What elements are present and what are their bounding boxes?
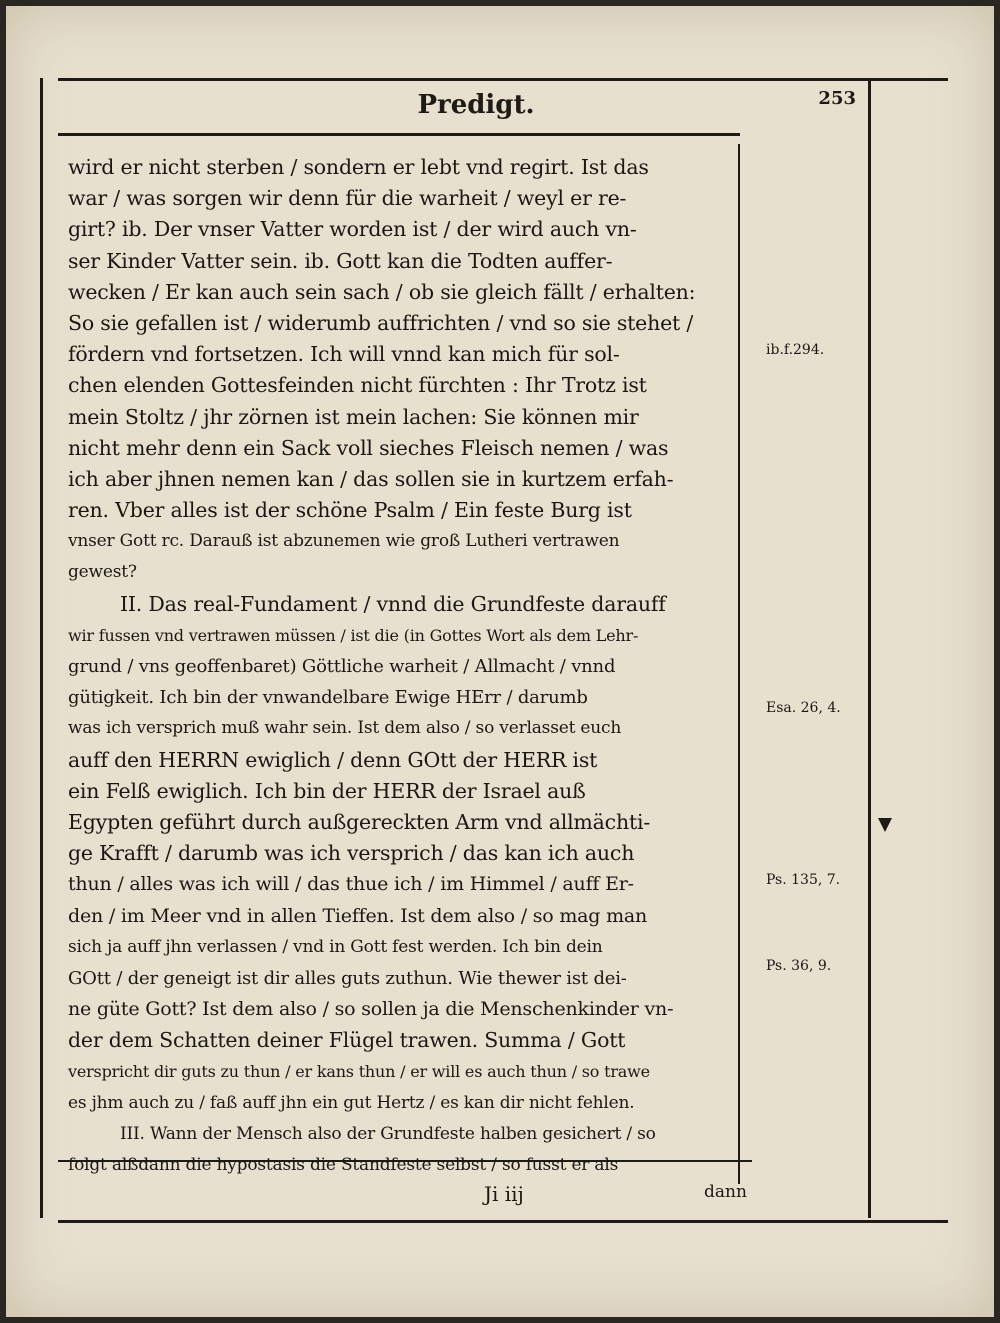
text-line: ser Kinder Vatter sein. ib. Gott kan die Todten auffer- <box>68 248 613 273</box>
text-line: auff den HERRN ewiglich / denn GOtt der HERR ist <box>68 747 598 772</box>
text-line: thun / alles was ich will / das thue ich / im Himmel / auff Er- <box>68 873 634 896</box>
right-rule <box>868 78 871 1218</box>
text-line: nicht mehr denn ein Sack voll sieches Fleisch nemen / was <box>68 435 669 460</box>
section-heading-line: II. Das real-Fundament / vnnd die Grundfeste darauff <box>120 591 666 616</box>
section-heading-line: III. Wann der Mensch also der Grundfeste halben gesichert / so <box>120 1123 656 1144</box>
text-line: gewest? <box>68 562 137 583</box>
header-rule <box>58 133 740 136</box>
text-line: girt? ib. Der vnser Vatter worden ist / der wird auch vn- <box>68 217 637 242</box>
text-line: ne güte Gott? Ist dem also / so sollen ja die Menschenkinder vn- <box>68 998 674 1021</box>
text-line: wecken / Er kan auch sein sach / ob sie gleich fällt / erhalten: <box>68 279 696 304</box>
text-line: ge Krafft / darumb was ich versprich / das kan ich auch <box>68 841 635 866</box>
top-rule <box>58 78 948 81</box>
body-text <box>68 152 738 1181</box>
text-line: So sie gefallen ist / widerumb auffrichten / vnd so sie stehet / <box>68 310 694 335</box>
margin-note: Ps. 135, 7. <box>766 872 841 888</box>
catchword: dann <box>704 1182 747 1202</box>
text-line: Egypten geführt durch außgereckten Arm vnd allmächti- <box>68 809 651 834</box>
text-line: den / im Meer vnd in allen Tieffen. Ist dem also / so mag man <box>68 904 648 927</box>
text-line: ich aber jhnen nemen kan / das sollen sie in kurtzem erfah- <box>68 466 674 491</box>
signature-mark: Ji iij <box>484 1182 524 1206</box>
bottom-rule <box>58 1220 948 1223</box>
text-line: GOtt / der geneigt ist dir alles guts zuthun. Wie thewer ist dei- <box>68 967 627 989</box>
book-page <box>6 6 994 1317</box>
binding-mark-icon <box>878 818 892 832</box>
text-line: mein Stoltz / jhr zörnen ist mein lachen: Sie können mir <box>68 404 639 429</box>
text-line: wir fussen vnd vertrawen müssen / ist die (in Gottes Wort als dem Lehr- <box>68 625 639 645</box>
text-line: chen elenden Gottesfeinden nicht fürchten : Ihr Trotz ist <box>68 373 647 398</box>
text-line: ren. Vber alles ist der schöne Psalm / Ein feste Burg ist <box>68 498 632 523</box>
text-line: wird er nicht sterben / sondern er lebt vnd regirt. Ist das <box>68 155 649 179</box>
text-line: der dem Schatten deiner Flügel trawen. Summa / Gott <box>68 1028 626 1053</box>
text-line: es jhm auch zu / faß auff jhn ein gut Hertz / es kan dir nicht fehlen. <box>68 1092 635 1113</box>
text-line: gütigkeit. Ich bin der vnwandelbare Ewige HErr / darumb <box>68 687 588 709</box>
text-line: was ich versprich muß wahr sein. Ist dem also / so verlasset euch <box>68 718 622 739</box>
text-line: folgt alßdann die hypostasis die Standfeste selbst / so fusst er als <box>68 1155 619 1175</box>
margin-note: Ps. 36, 9. <box>766 958 832 974</box>
left-rule <box>40 78 43 1218</box>
text-line: ein Felß ewiglich. Ich bin der HERR der Israel auß <box>68 778 586 803</box>
text-line: sich ja auff jhn verlassen / vnd in Gott fest werden. Ich bin dein <box>68 936 603 957</box>
text-line: fördern vnd fortsetzen. Ich will vnnd kan mich für sol- <box>68 342 620 367</box>
text-line: war / was sorgen wir denn für die warheit / weyl er re- <box>68 186 627 211</box>
page-number: 253 <box>818 88 856 109</box>
running-title: Predigt. <box>417 90 535 120</box>
margin-note: ib.f.294. <box>766 342 825 358</box>
text-line: grund / vns geoffenbaret) Göttliche warheit / Allmacht / vnnd <box>68 656 616 677</box>
column-rule <box>738 144 740 1184</box>
text-line: verspricht dir guts zu thun / er kans thun / er will es auch thun / so trawe <box>68 1062 650 1082</box>
margin-note: Esa. 26, 4. <box>766 700 841 716</box>
text-line: vnser Gott rc. Darauß ist abzunemen wie groß Lutheri vertrawen <box>68 531 620 552</box>
